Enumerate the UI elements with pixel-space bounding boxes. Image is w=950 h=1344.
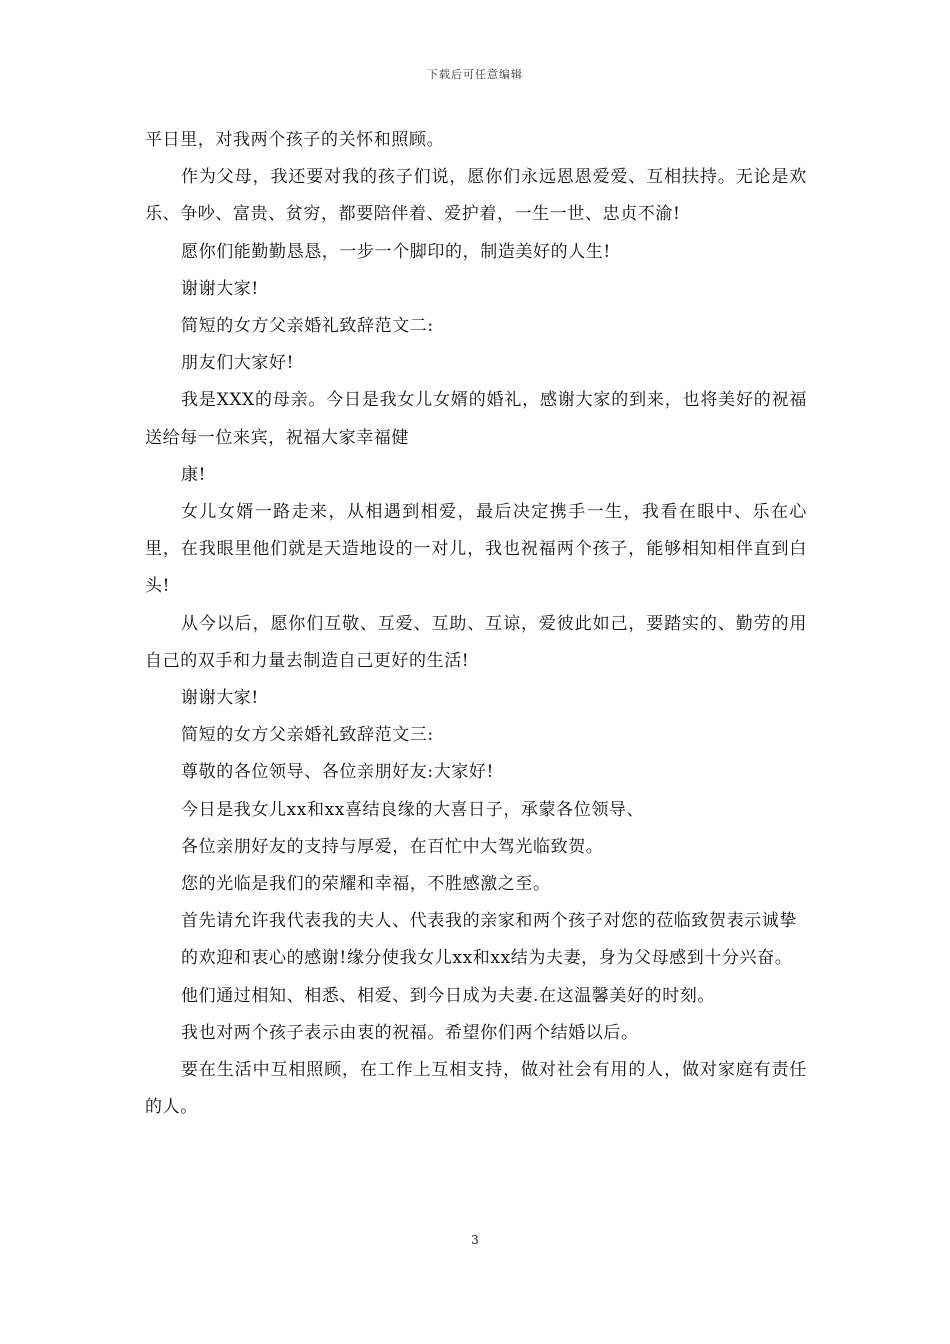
page-number: 3 [471,1233,479,1247]
paragraph: 今日是我女儿xx和xx喜结良缘的大喜日子，承蒙各位领导、 [181,799,645,820]
document-body [145,122,807,1126]
section-heading: 简短的女方父亲婚礼致辞范文三: [181,725,434,746]
paragraph: 谢谢大家! [181,278,259,299]
paragraph: 要在生活中互相照顾，在工作上互相支持，做对社会有用的人，做对家庭有责任的人。 [145,1060,807,1118]
section-heading: 简短的女方父亲婚礼致辞范文二: [181,316,434,337]
paragraph: 作为父母，我还要对我的孩子们说，愿你们永远恩恩爱爱、互相扶持。无论是欢乐、争吵、富贵、贫穷，都要陪伴着、爱护着，一生一世、忠贞不渝! [145,167,807,225]
paragraph: 他们通过相知、相悉、相爱、到今日成为夫妻.在这温馨美好的时刻。 [181,985,716,1006]
paragraph: 的欢迎和衷心的感谢!缘分使我女儿xx和xx结为夫妻，身为父母感到十分兴奋。 [181,948,793,969]
paragraph: 各位亲朋好友的支持与厚爱，在百忙中大驾光临致贺。 [181,836,604,857]
paragraph: 我也对两个孩子表示由衷的祝福。希望你们两个结婚以后。 [181,1022,639,1043]
paragraph: 康! [181,464,207,485]
paragraph: 您的光临是我们的荣耀和幸福，不胜感激之至。 [181,874,551,895]
paragraph: 首先请允许我代表我的夫人、代表我的亲家和两个孩子对您的莅临致贺表示诚挚 [181,911,797,932]
page-header: 下载后可任意编辑 [427,68,523,81]
paragraph: 女儿女婿一路走来，从相遇到相爱，最后决定携手一生，我看在眼中、乐在心里，在我眼里他们就是天造地设的一对儿，我也祝福两个孩子，能够相知相伴直到白头! [145,502,807,597]
paragraph: 谢谢大家! [181,688,259,709]
paragraph: 愿你们能勤勤恳恳，一步一个脚印的，制造美好的人生! [181,241,611,262]
paragraph: 朋友们大家好! [181,353,295,374]
paragraph: 从今以后，愿你们互敬、互爱、互助、互谅，爱彼此如己，要踏实的、勤劳的用自己的双手和力量去制造自己更好的生活! [145,613,807,671]
paragraph: 我是XXX的母亲。今日是我女儿女婿的婚礼，感谢大家的到来，也将美好的祝福送给每一位来宾，祝福大家幸福健 [145,390,807,448]
paragraph: 尊敬的各位领导、各位亲朋好友:大家好! [181,762,494,783]
paragraph: 平日里，对我两个孩子的关怀和照顾。 [145,130,445,150]
